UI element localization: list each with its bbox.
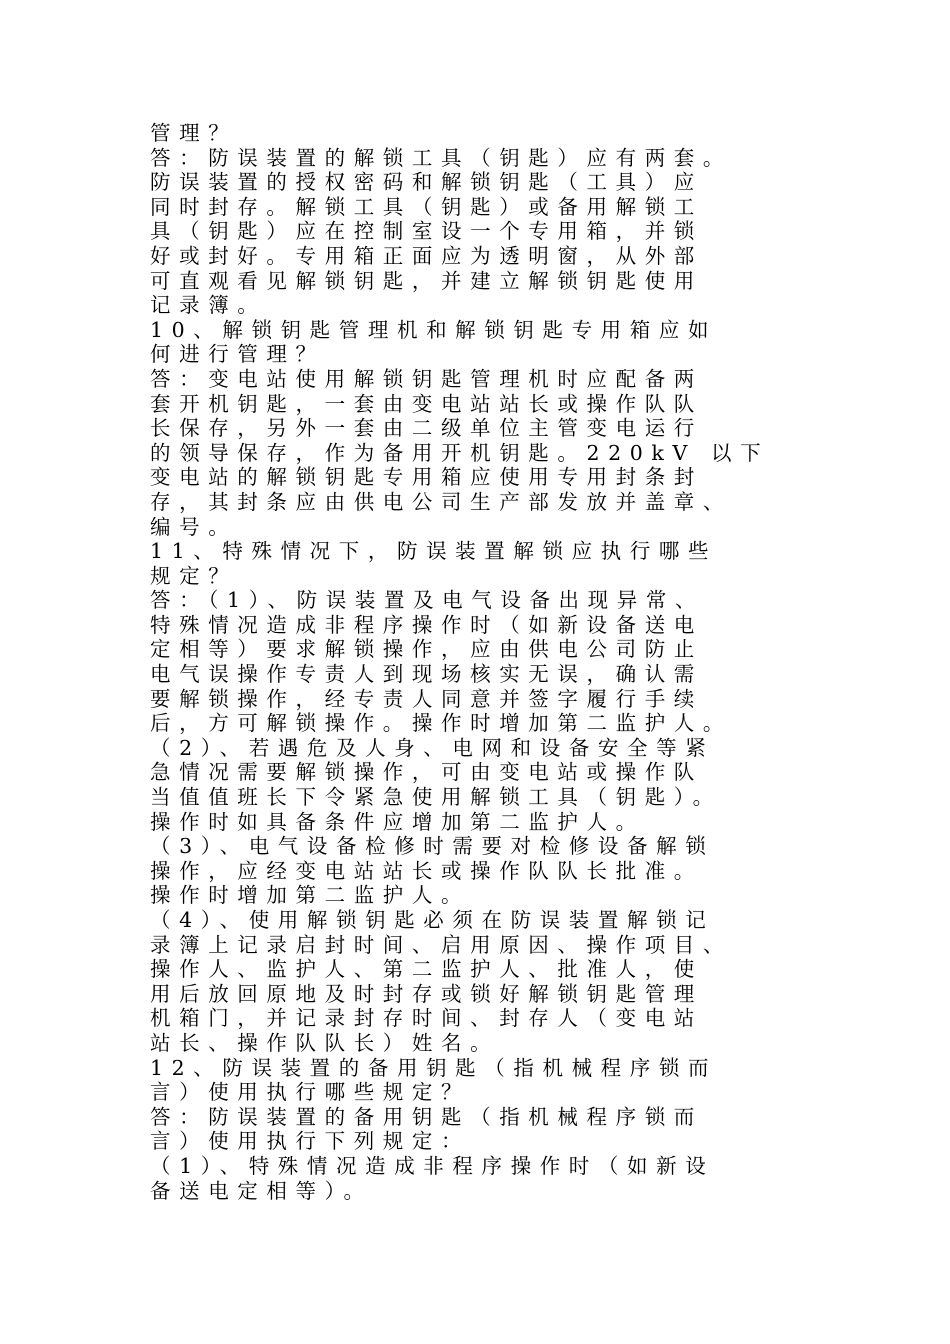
question-line: 规定？	[150, 563, 238, 588]
text-line: 特殊情况造成非程序操作时（如新设备送电	[150, 612, 703, 637]
text-line: 操作，应经变电站站长或操作队队长批准。	[150, 858, 703, 883]
text-line: 站长、操作队队长）姓名。	[150, 1030, 500, 1055]
text-line: 后，方可解锁操作。操作时增加第二监护人。	[150, 711, 732, 736]
question-line: 何进行管理？	[150, 342, 325, 367]
text-line: 的领导保存，作为备用开机钥匙。220kV 以下	[150, 440, 770, 465]
text-line: （2）、若遇危及人身、电网和设备安全等紧	[150, 735, 715, 760]
text-line: 操作时增加第二监护人。	[150, 883, 471, 908]
text-line: 好或封好。专用箱正面应为透明窗，从外部	[150, 243, 703, 268]
text-line: （4）、使用解锁钥匙必须在防误装置解锁记	[150, 908, 715, 932]
text-line: 备送电定相等）。	[150, 1178, 373, 1203]
text-line: 要解锁操作，经专责人同意并签字履行手续	[150, 686, 703, 711]
question-line: 10、解锁钥匙管理机和解锁钥匙专用箱应如	[150, 317, 718, 342]
text-line: 答：变电站使用解锁钥匙管理机时应配备两	[150, 366, 703, 391]
body-text	[150, 121, 830, 1203]
text-line: 可直观看见解锁钥匙，并建立解锁钥匙使用	[150, 268, 703, 293]
text-line: 急情况需要解锁操作，可由变电站或操作队	[150, 760, 703, 785]
text-line: 防误装置的授权密码和解锁钥匙（工具）应	[150, 170, 703, 195]
text-line: 操作时如具备条件应增加第二监护人。	[150, 809, 645, 834]
question-line: 言）使用执行哪些规定？	[150, 1080, 471, 1105]
text-line: 记录簿。	[150, 293, 267, 318]
text-line: 电气误操作专责人到现场核实无误，确认需	[150, 662, 703, 687]
text-line: 机箱门，并记录封存时间、封存人（变电站	[150, 1006, 703, 1031]
text-line: 答：防误装置的解锁工具（钥匙）应有两套。	[150, 145, 732, 170]
text-line: 变电站的解锁钥匙专用箱应使用专用封条封	[150, 465, 703, 490]
text-line: （3）、电气设备检修时需要对检修设备解锁	[150, 834, 715, 859]
text-line: 管理？	[150, 121, 238, 145]
text-line: 存，其封条应由供电公司生产部发放并盖章、	[150, 489, 732, 514]
question-line: 11、特殊情况下，防误装置解锁应执行哪些	[150, 539, 718, 564]
text-line: 言）使用执行下列规定：	[150, 1129, 471, 1154]
text-line: 操作人、监护人、第二监护人、批准人，使	[150, 957, 703, 982]
text-line: 答：防误装置的备用钥匙（指机械程序锁而	[150, 1104, 703, 1129]
text-line: 具（钥匙）应在控制室设一个专用箱，并锁	[150, 219, 703, 244]
text-line: （1）、特殊情况造成非程序操作时（如新设	[150, 1153, 715, 1178]
text-line: 当值值班长下令紧急使用解锁工具（钥匙）。	[150, 785, 722, 810]
text-line: 编号。	[150, 514, 238, 539]
text-line: 用后放回原地及时封存或锁好解锁钥匙管理	[150, 981, 703, 1006]
text-line: 定相等）要求解锁操作，应由供电公司防止	[150, 637, 703, 662]
text-line: 答：（1）、防误装置及电气设备出现异常、	[150, 588, 705, 613]
text-line: 套开机钥匙，一套由变电站站长或操作队队	[150, 391, 703, 416]
text-line: 同时封存。解锁工具（钥匙）或备用解锁工	[150, 194, 703, 219]
question-line: 12、防误装置的备用钥匙（指机械程序锁而	[150, 1055, 718, 1080]
text-line: 长保存，另外一套由二级单位主管变电运行	[150, 416, 703, 441]
text-line: 录簿上记录启封时间、启用原因、操作项目、	[150, 932, 732, 957]
